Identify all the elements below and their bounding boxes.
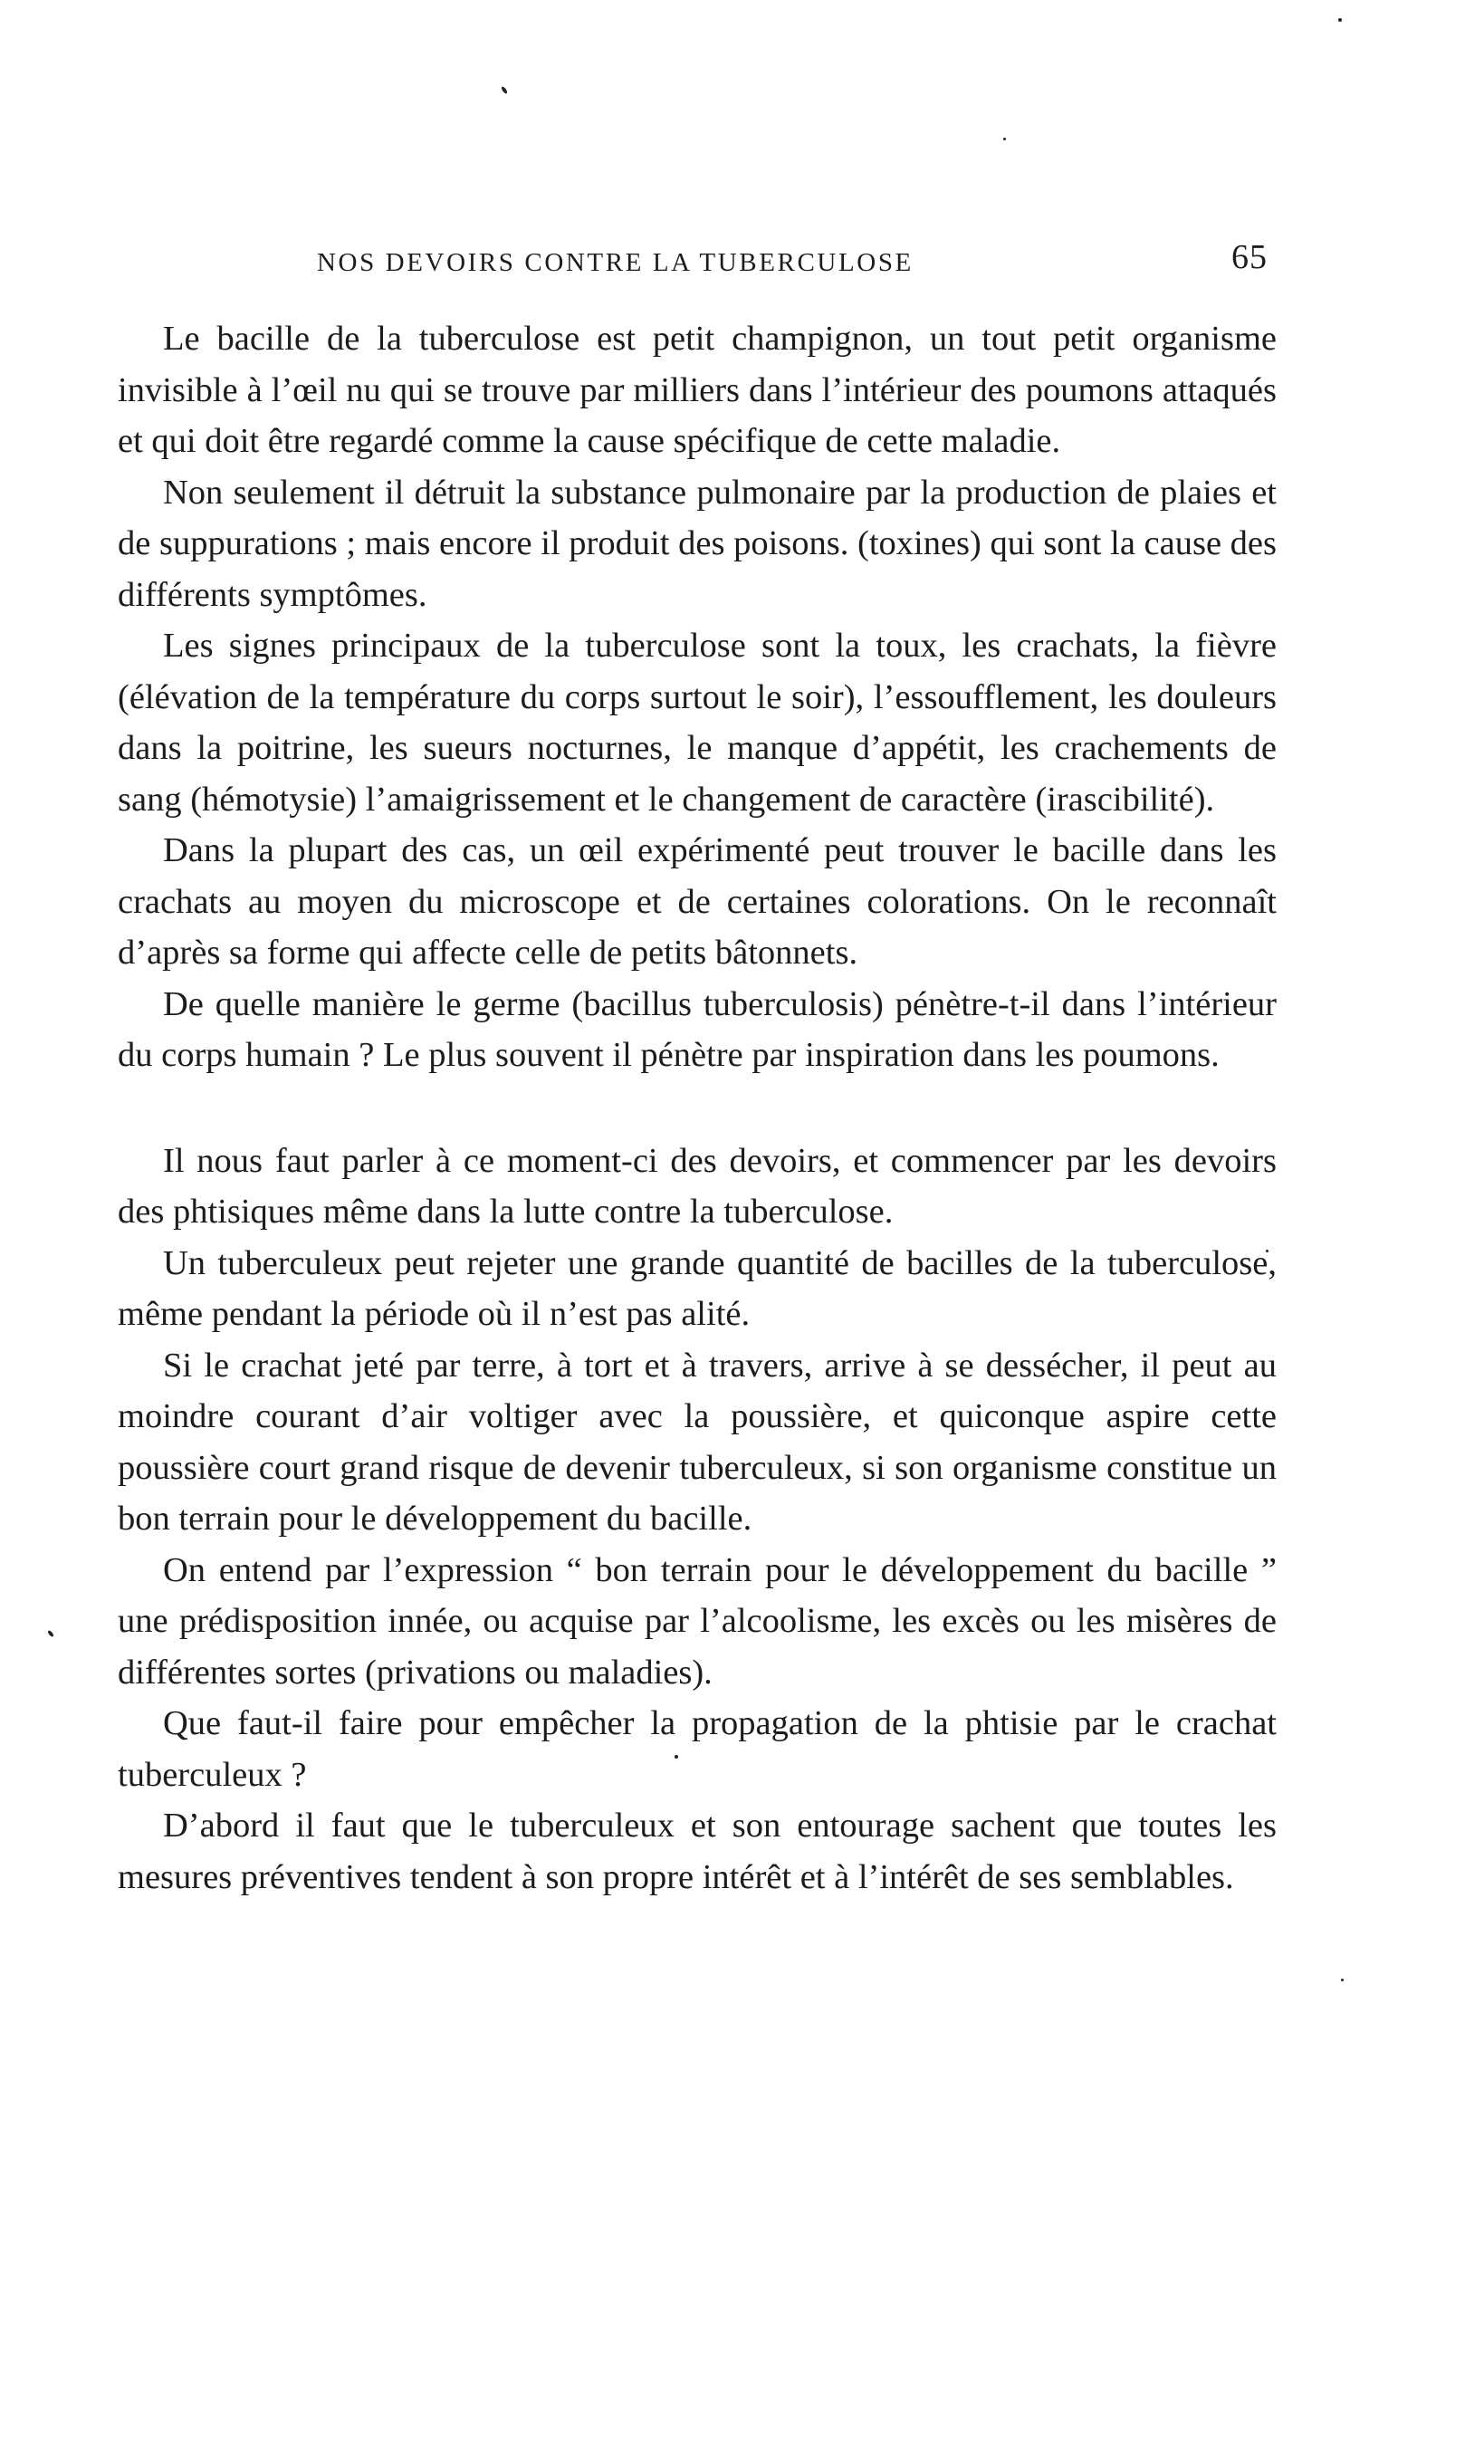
body-text [118,313,1277,1903]
paragraph: On entend par l’expression “ bon terrain pour le développement du bacille ” une prédisposition innée, ou acquise par l’alcoolisme, les excès ou les misères de différentes sortes (privations ou maladies). [118,1550,1277,1692]
running-title: NOS DEVOIRS CONTRE LA TUBERCULOSE [317,248,914,277]
paragraph: De quelle manière le germe (bacillus tuberculosis) pénètre-t-il dans l’intérieur du corps humain ? Le plus souvent il pénètre par inspiration dans les poumons. [118,984,1277,1074]
scan-speck [1338,18,1342,22]
paragraph: Un tuberculeux peut rejeter une grande quantité de bacilles de la tuberculose, même pendant la période où il n’est pas alité. [118,1243,1277,1333]
paragraph: Les signes principaux de la tuberculose sont la toux, les crachats, la fièvre (élévation de la température du corps surtout le soir), l’essoufflement, les douleurs dans la poitrine, les sueurs nocturnes, le manque d’appétit, les crachements de sang (hémotysie) l’amaigrissement et le changement de caractère (irascibilité). [118,627,1277,819]
paragraph: D’abord il faut que le tuberculeux et son entourage sachent que toutes les mesures préventives tendent à son propre intérêt et à l’intérêt de ses semblables. [118,1807,1277,1896]
scan-speck [47,1630,54,1638]
scan-speck [1003,138,1006,140]
paragraph: Le bacille de la tuberculose est petit champignon, un tout petit organisme invisible à l’œil nu qui se trouve par milliers dans l’intérieur des poumons attaqués et qui doit être regardé comme la cause spécifique de cette maladie. [118,320,1277,460]
section-break [118,1081,1277,1136]
scan-speck [1341,1979,1344,1981]
page-number: 65 [1231,238,1268,276]
paragraph: Il nous faut parler à ce moment-ci des devoirs, et commencer par les devoirs des phtisiques même dans la lutte contre la tuberculose. [118,1141,1277,1231]
paragraph: Si le crachat jeté par terre, à tort et à travers, arrive à se dessécher, il peut au moindre courant d’air voltiger avec la poussière, et quiconque aspire cette poussière court grand risque de devenir tuberculeux, si son organisme constitue un bon terrain pour le développement du bacille. [118,1346,1277,1538]
paragraph: Que faut-il faire pour empêcher la propagation de la phtisie par le crachat tuberculeux ? [118,1704,1277,1794]
paragraph: Dans la plupart des cas, un œil expérimenté peut trouver le bacille dans les crachats au moyen du microscope et de certaines colorations. On le reconnaît d’après sa forme qui affecte celle de petits bâtonnets. [118,831,1277,972]
scan-speck [501,86,508,95]
paragraph: Non seulement il détruit la substance pulmonaire par la production de plaies et de suppurations ; mais encore il produit des poisons. (toxines) qui sont la cause des différents symptômes. [118,473,1277,614]
running-head [118,237,1268,283]
